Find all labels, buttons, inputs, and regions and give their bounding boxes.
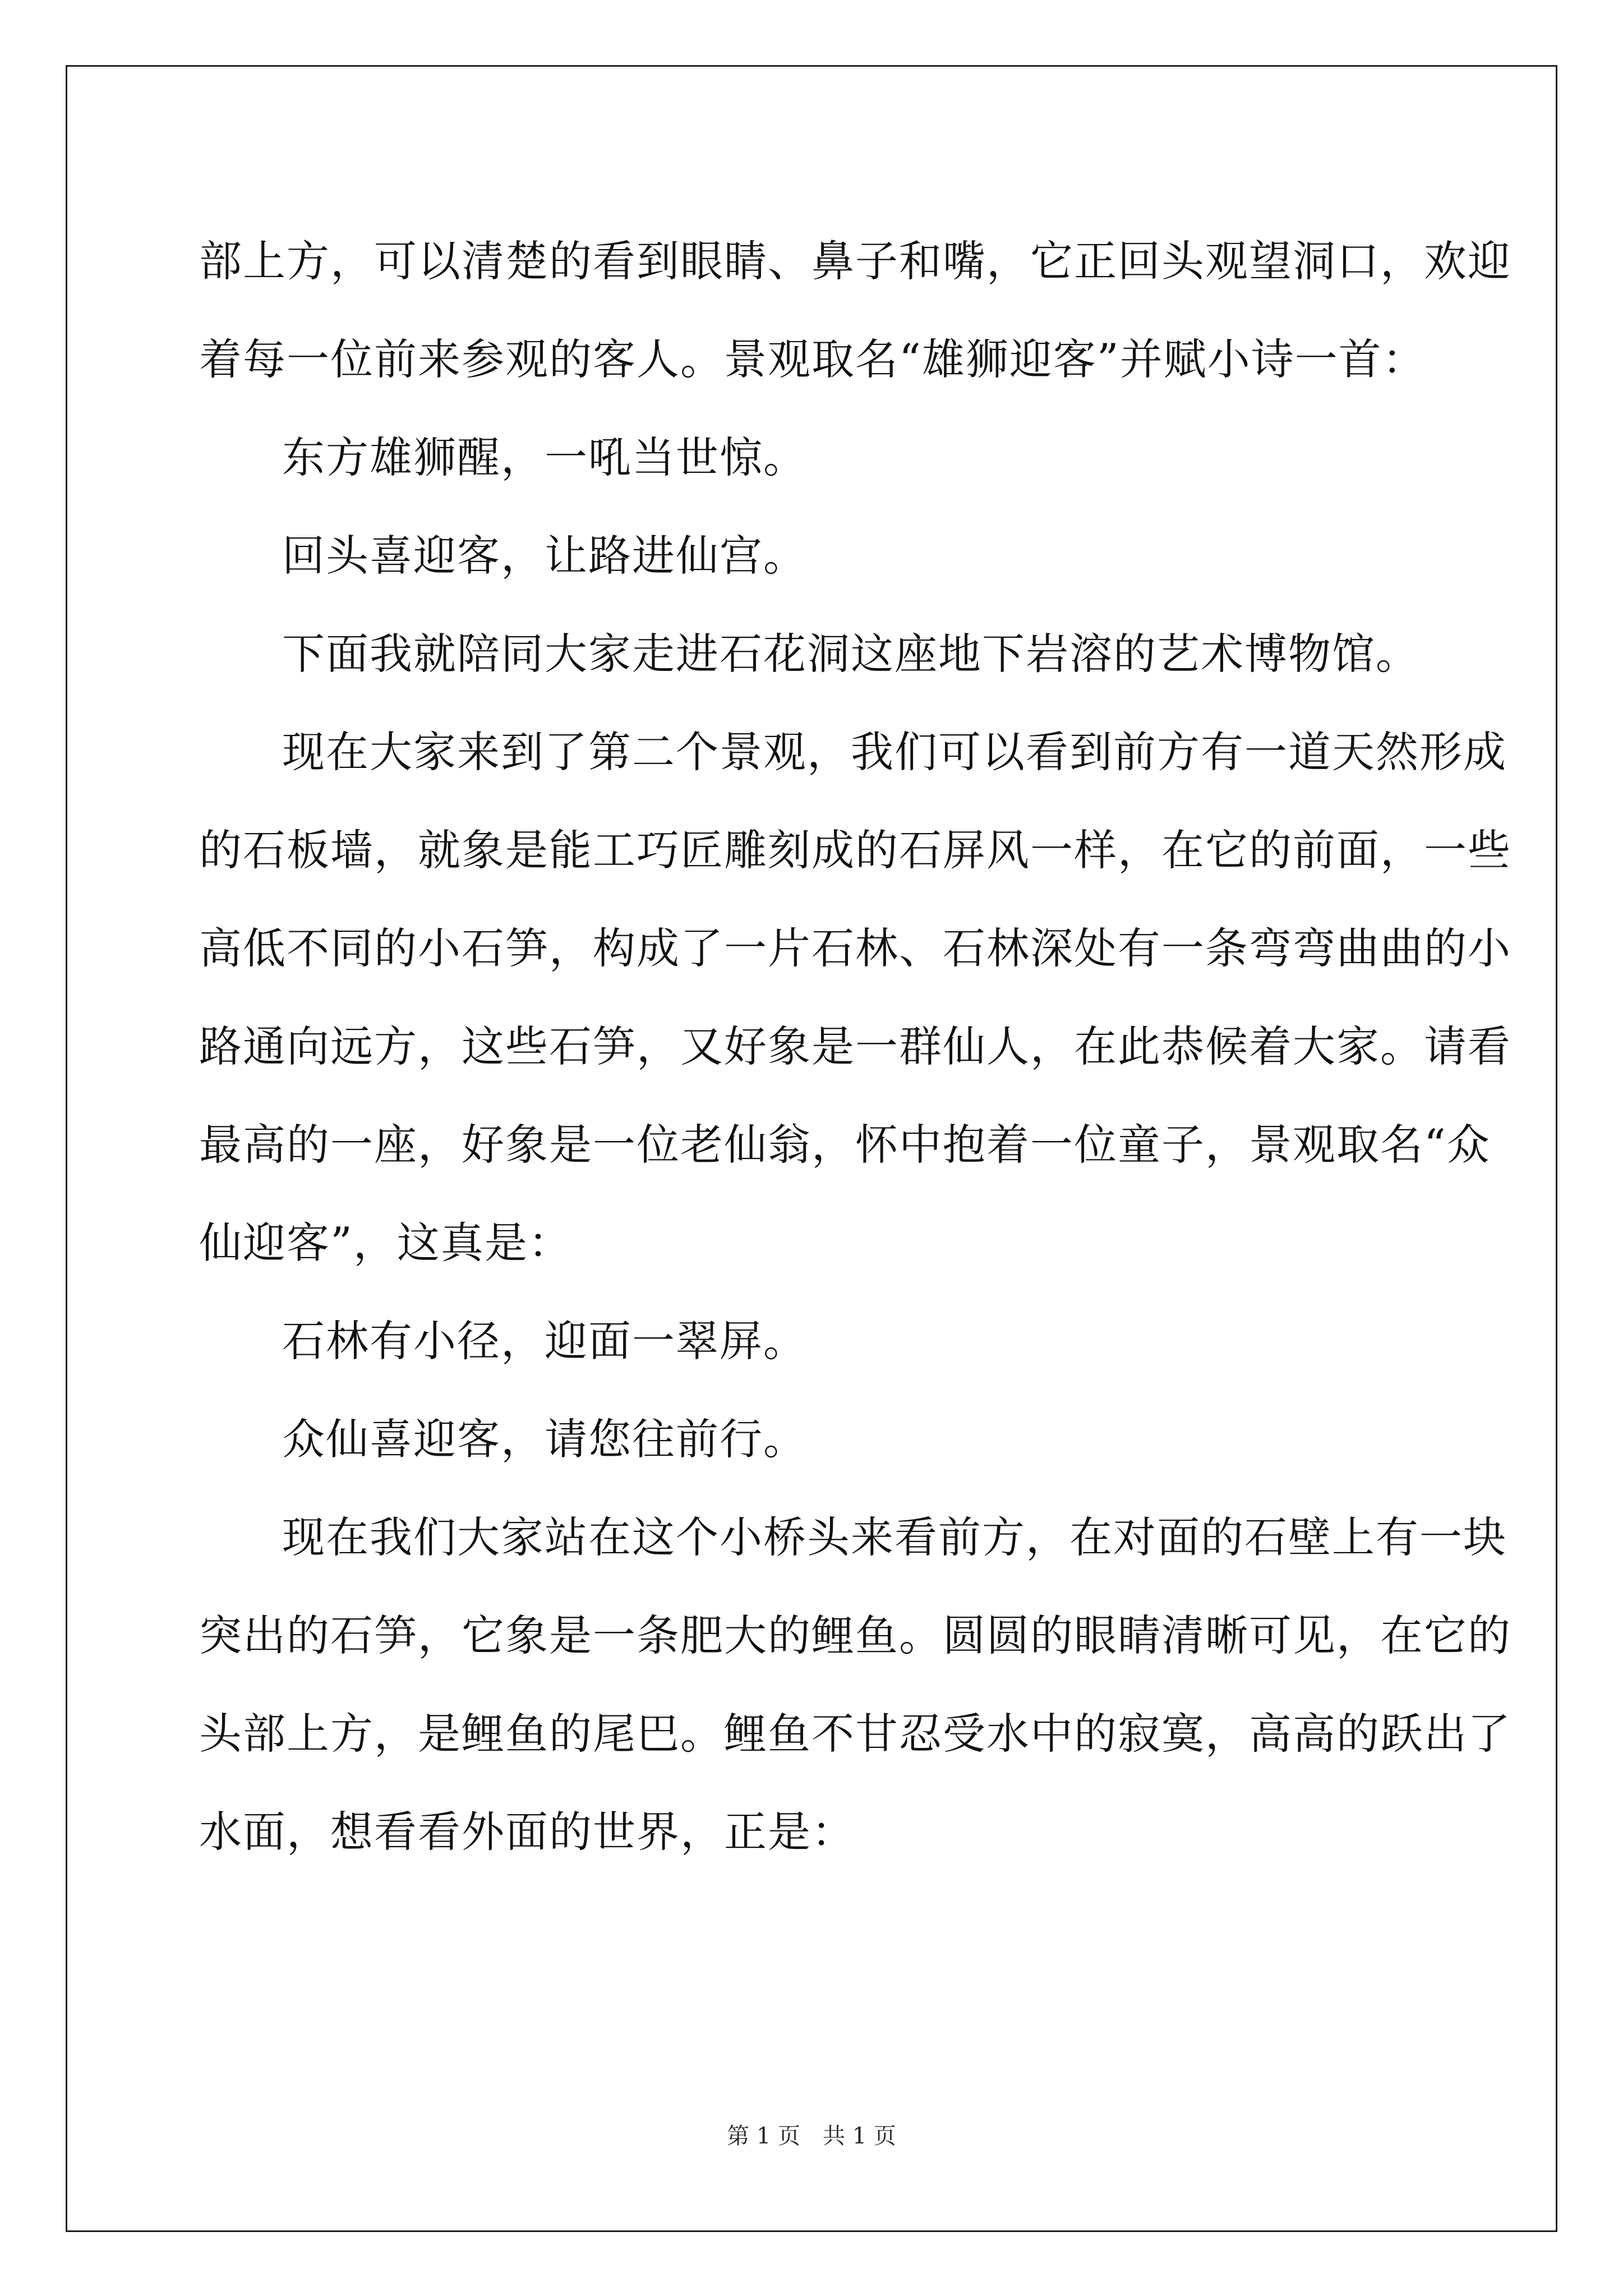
paragraph	[199, 212, 1511, 408]
text-line: 最高的一座，好象是一位老仙翁，怀中抱着一位童子，景观取名“众	[199, 1120, 1491, 1170]
text-line: 东方雄狮醒，一吼当世惊。	[282, 432, 807, 482]
text-line: 石林有小径，迎面一翠屏。	[282, 1316, 807, 1366]
text-line: 回头喜迎客，让路进仙宫。	[282, 531, 807, 581]
text-line: 下面我就陪同大家走进石花洞这座地下岩溶的艺术博物馆。	[282, 629, 1419, 679]
text-line: 水面，想看看外面的世界，正是：	[199, 1807, 855, 1857]
paragraph	[199, 408, 1424, 507]
paragraph	[199, 1488, 1511, 1881]
paragraph	[199, 507, 1424, 605]
text-line: 高低不同的小石笋，构成了一片石林、石林深处有一条弯弯曲曲的小	[199, 923, 1511, 973]
text-line: 着每一位前来参观的客人。景观取名“雄狮迎客”并赋小诗一首：	[199, 334, 1426, 384]
text-line: 现在大家来到了第二个景观，我们可以看到前方有一道天然形成	[282, 727, 1507, 777]
text-line: 路通向远方，这些石笋，又好象是一群仙人，在此恭候着大家。请看	[199, 1022, 1511, 1071]
text-line: 仙迎客”，这真是：	[199, 1218, 572, 1268]
paragraph	[199, 1390, 1424, 1488]
paragraph	[199, 703, 1511, 1292]
text-line: 的石板墙，就象是能工巧匠雕刻成的石屏风一样，在它的前面，一些	[199, 825, 1511, 875]
text-line: 部上方，可以清楚的看到眼睛、鼻子和嘴，它正回头观望洞口，欢迎	[199, 236, 1511, 286]
paragraph	[199, 605, 1424, 703]
document-body	[199, 212, 1511, 1881]
paragraph	[199, 1292, 1424, 1390]
text-line: 突出的石笋，它象是一条肥大的鲤鱼。圆圆的眼睛清晰可见，在它的	[199, 1611, 1511, 1660]
page-footer	[0, 2119, 1623, 2153]
page-number: 第 1 页 共 1 页	[727, 2123, 896, 2149]
text-line: 头部上方，是鲤鱼的尾巴。鲤鱼不甘忍受水中的寂寞，高高的跃出了	[199, 1709, 1511, 1759]
text-line: 现在我们大家站在这个小桥头来看前方，在对面的石壁上有一块	[282, 1512, 1507, 1562]
text-line: 众仙喜迎客，请您往前行。	[282, 1414, 807, 1464]
